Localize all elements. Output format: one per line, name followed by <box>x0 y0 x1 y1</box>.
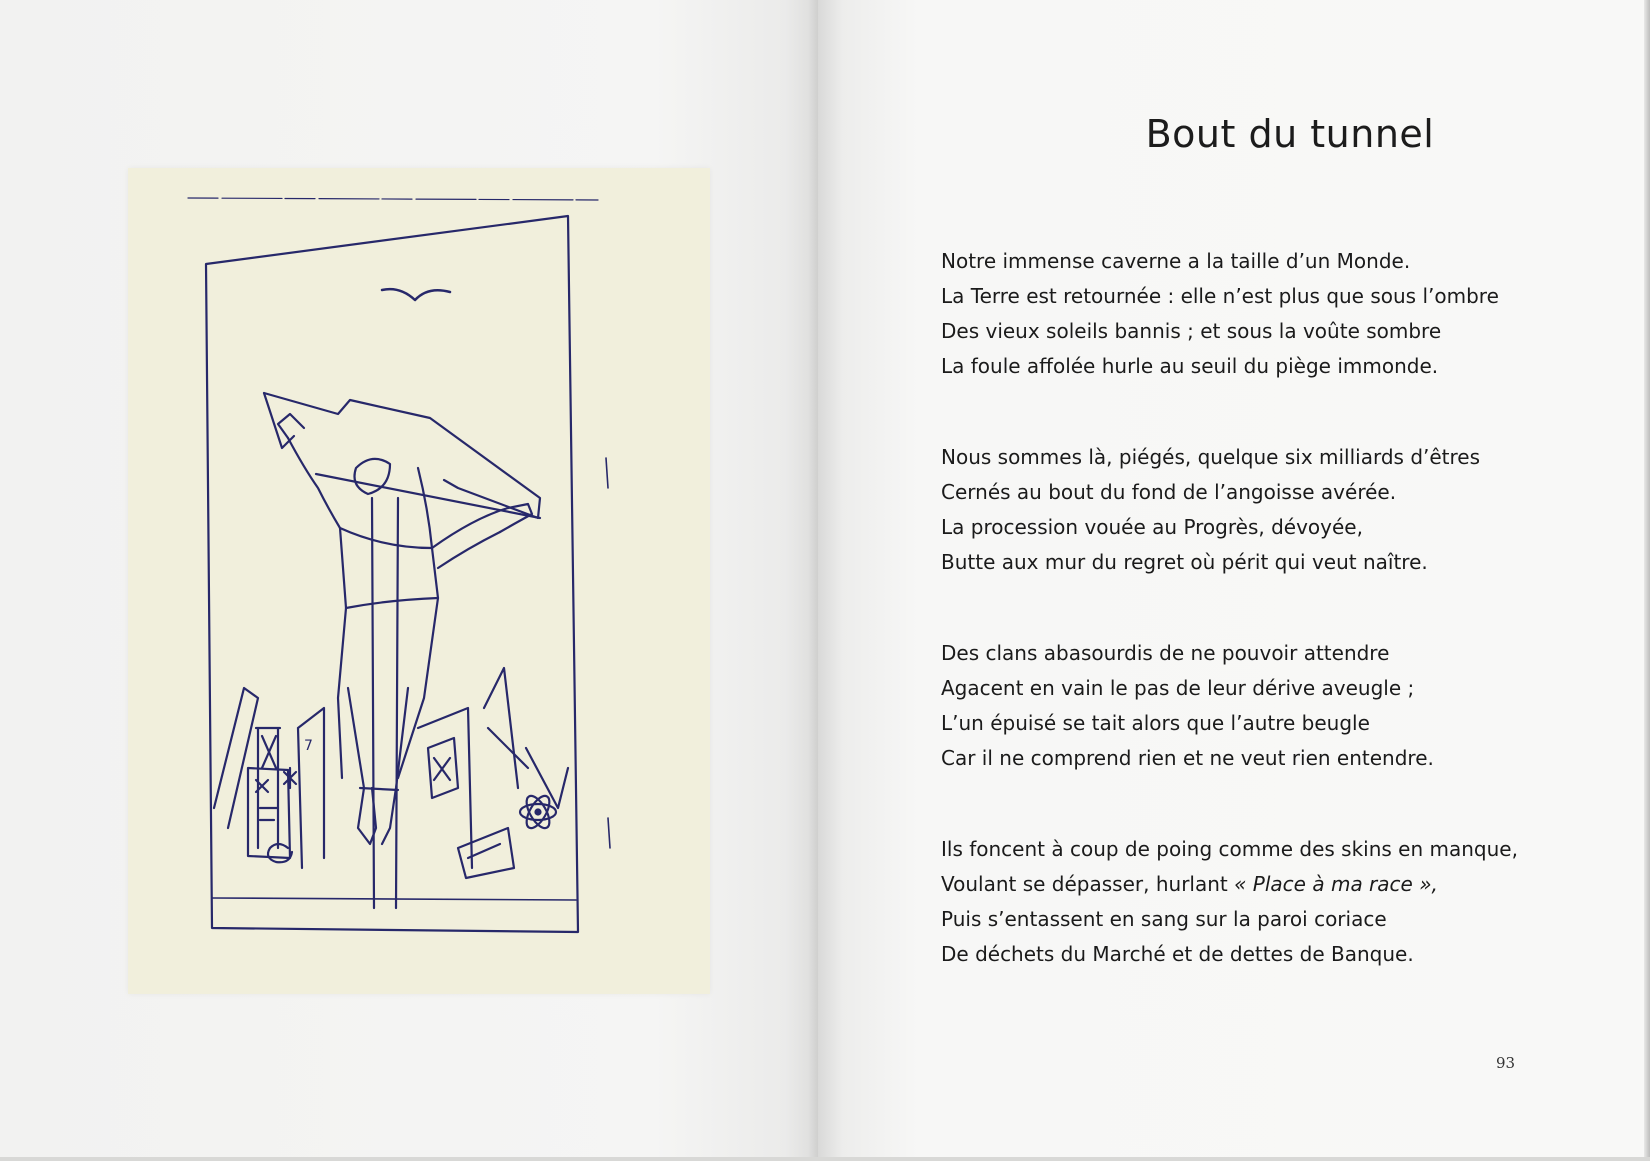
italic-quote: « Place à ma race », <box>1234 872 1438 896</box>
building-left <box>214 688 258 828</box>
crucifix-illustration <box>128 168 710 994</box>
verse-line: Nous sommes là, piégés, quelque six milliards d’êtres <box>941 445 1481 469</box>
verse-line: La procession vouée au Progrès, dévoyée, <box>941 515 1363 539</box>
verse-line: De déchets du Marché et de dettes de Banque. <box>941 942 1414 966</box>
poem-title: Bout du tunnel <box>1145 112 1435 156</box>
cross-beam <box>264 393 540 518</box>
atom-symbol <box>520 792 556 831</box>
verse-line: L’un épuisé se tait alors que l’autre beugle <box>941 711 1370 735</box>
figure-body <box>288 438 346 778</box>
verse-line: Ils foncent à coup de poing comme des skins en manque, <box>941 837 1518 861</box>
stanza-2 <box>941 440 1480 580</box>
verse-line-with-quote <box>941 867 1518 902</box>
crucifix-drawing <box>128 168 710 994</box>
left-page <box>0 0 818 1161</box>
right-page <box>818 0 1650 1161</box>
verse-line: Agacent en vain le pas de leur dérive aveugle ; <box>941 676 1415 700</box>
stanza-4 <box>941 832 1518 972</box>
building-right <box>418 668 518 868</box>
frame-outline <box>206 216 578 932</box>
verse-line: La Terre est retournée : elle n’est plus que sous l’ombre <box>941 284 1499 308</box>
verse-line: Des vieux soleils bannis ; et sous la voûte sombre <box>941 319 1442 343</box>
stanza-1 <box>941 244 1499 384</box>
verse-line: Des clans abasourdis de ne pouvoir attendre <box>941 641 1390 665</box>
stanza-3 <box>941 636 1434 776</box>
page-number: 93 <box>1496 1054 1516 1072</box>
ground-line <box>212 898 576 900</box>
spiral-symbol <box>268 844 292 862</box>
verse-line: Butte aux mur du regret où périt qui veut naître. <box>941 550 1428 574</box>
cross-upright <box>372 498 398 908</box>
bird <box>382 289 450 300</box>
page-edge <box>1644 0 1650 1161</box>
verse-line-start: Voulant se dépasser, hurlant <box>941 872 1228 896</box>
building-number: 7 <box>304 738 313 754</box>
top-line <box>188 198 598 200</box>
verse-line: Puis s’entassent en sang sur la paroi coriace <box>941 907 1387 931</box>
verse-line: Car il ne comprend rien et ne veut rien entendre. <box>941 746 1434 770</box>
bottom-edge <box>0 1157 1650 1161</box>
star-symbol <box>284 768 296 788</box>
verse-line: La foule affolée hurle au seuil du piège immonde. <box>941 354 1439 378</box>
building-mid <box>298 708 324 868</box>
verse-line: Notre immense caverne a la taille d’un Monde. <box>941 249 1411 273</box>
verse-line: Cernés au bout du fond de l’angoisse avérée. <box>941 480 1397 504</box>
